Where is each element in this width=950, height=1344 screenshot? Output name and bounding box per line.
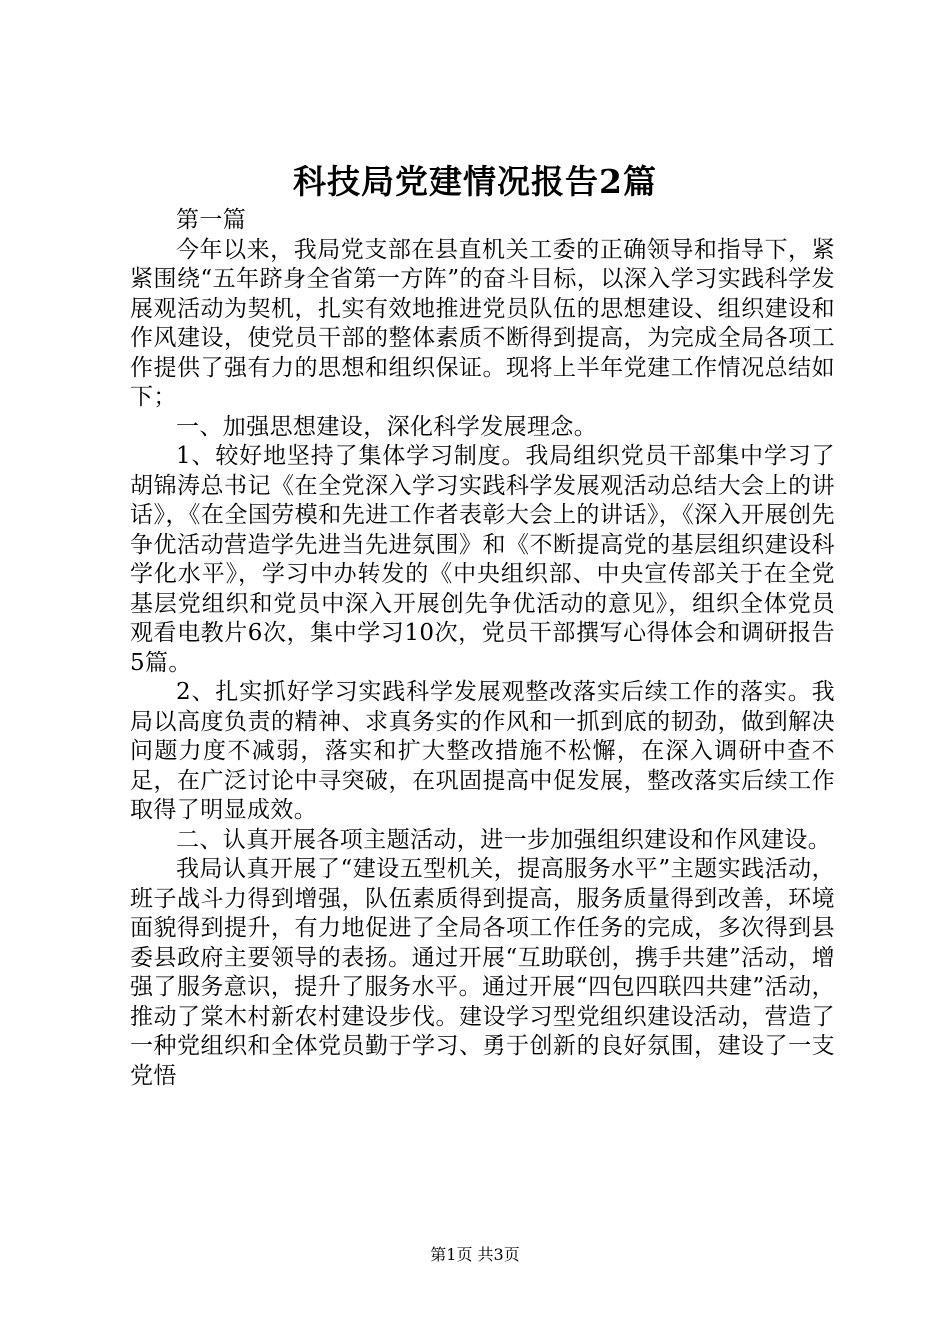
document-title: 科技局党建情况报告2篇 xyxy=(293,162,657,201)
paragraph-activities: 我局认真开展了“建设五型机关，提高服务水平”主题实践活动，班子战斗力得到增强，队伍素质得到提高，服务质量得到改善，环境面貌得到提升，有力地促进了全局各项工作任务的完成，多次得到县委县政府主要领导的表扬。通过开展“互助联创，携手共建”活动，增强了服务意识，提升了服务水平。通过开展“四包四联四共建”活动，推动了棠木村新农村建设步伐。建设学习型党组织建设活动，营造了一种党组织和全体党员勤于学习、勇于创新的良好氛围，建设了一支党悟 xyxy=(130,856,835,1089)
paragraph-item-two: 2、扎实抓好学习实践科学发展观整改落实后续工作的落实。我局以高度负责的精神、求真务实的作风和一抓到底的韧劲，做到解决问题力度不减弱，落实和扩大整改措施不松懈，在深入调研中查不足，在广泛讨论中寻突破，在巩固提高中促发展，整改落实后续工作取得了明显成效。 xyxy=(130,679,835,823)
paragraph-heading-one: 一、加强思想建设，深化科学发展理念。 xyxy=(176,413,598,440)
paragraph-heading-two: 二、认真开展各项主题活动，进一步加强组织建设和作风建设。 xyxy=(176,826,832,853)
page-indicator: 第1页 共3页 xyxy=(430,1245,520,1264)
paragraph-item-one: 1、较好地坚持了集体学习制度。我局组织党员干部集中学习了胡锦涛总书记《在全党深入学习实践科学发展观活动总结大会上的讲话》，《在全国劳模和先进工作者表彰大会上的讲话》，《深入开展创先争优活动营造学先进当先进氛围》和《不断提高党的基层组织建设科学化水平》，学习中办转发的《中央组织部、中央宣传部关于在全党基层党组织和党员中深入开展创先争优活动的意见》，组织全体党员观看电教片6次，集中学习10次，党员干部撰写心得体会和调研报告5篇。 xyxy=(130,443,835,676)
document-body xyxy=(130,206,835,1091)
paragraph-section-heading: 第一篇 xyxy=(176,207,247,233)
page-footer xyxy=(0,1244,950,1266)
paragraph-intro: 今年以来，我局党支部在县直机关工委的正确领导和指导下，紧紧围绕“五年跻身全省第一方阵”的奋斗目标，以深入学习实践科学发展观活动为契机，扎实有效地推进党员队伍的思想建设、组织建设和作风建设，使党员干部的整体素质不断得到提高，为完成全局各项工作提供了强有力的思想和组织保证。现将上半年党建工作情况总结如下； xyxy=(130,236,835,410)
